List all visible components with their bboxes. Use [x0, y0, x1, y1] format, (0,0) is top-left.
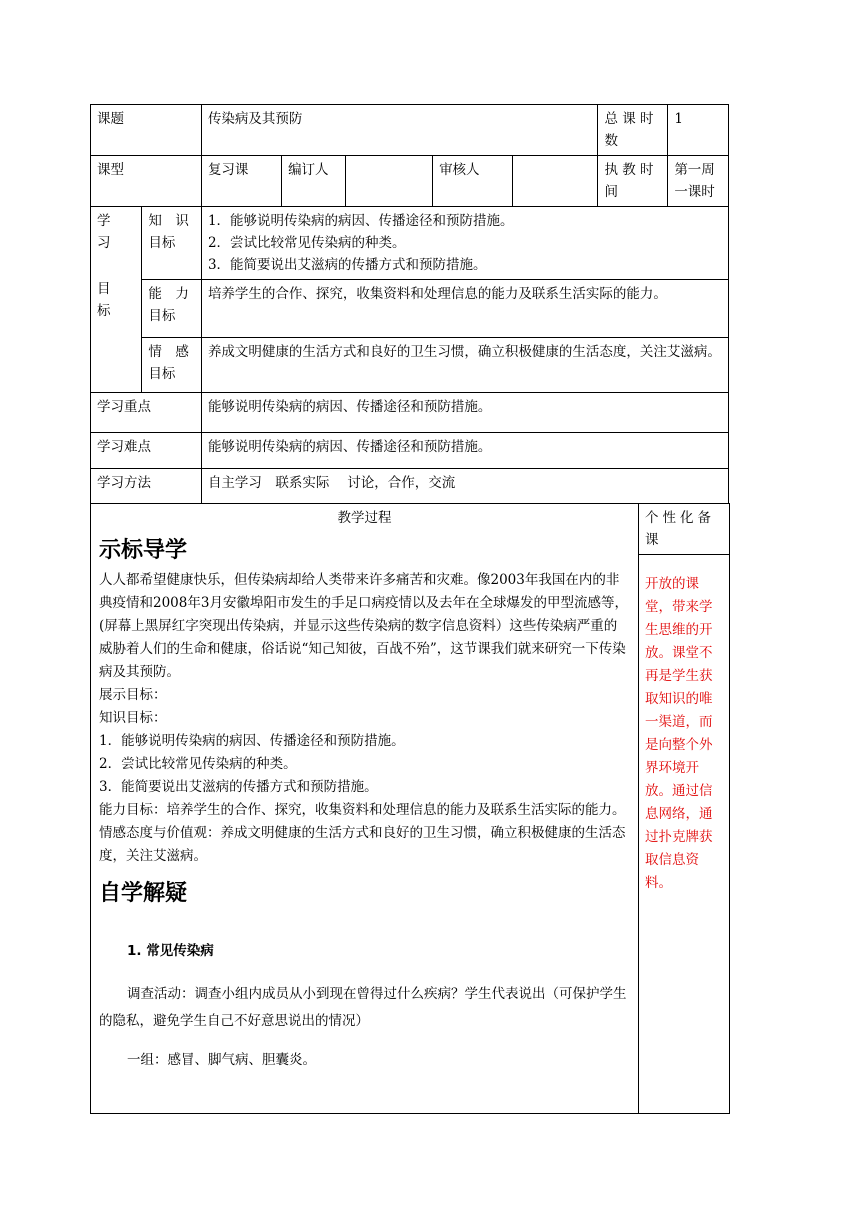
- intro-paragraph: 人人都希望健康快乐，但传染病却给人类带来许多痛苦和灾难。像2003年我国在内的非典疫情和2008年3月安徽埠阳市发生的手足口病疫情以及去年在全球爆发的甲型流感等，(屏幕上黑屏红字突现出传染病，并显示这些传染病的数字信息资料）这些传染病严重的威胁着人们的生命和健康，俗话说“知己知彼，百战不殆”，这节课我们就来研究一下传染病及其预防。: [99, 572, 628, 680]
- lesson-info-table: [90, 104, 729, 504]
- objectives-group-label-line2: 目标: [97, 281, 111, 319]
- objectives-group-label: [91, 207, 142, 393]
- teaching-process-table: [90, 503, 730, 1114]
- method-label: 学习方法: [91, 469, 202, 504]
- knowledge-item: 2．尝试比较常见传染病的种类。: [207, 235, 406, 251]
- knowledge-goals-label: 知识目标：: [99, 710, 167, 726]
- type-value: 复习课: [201, 156, 281, 207]
- focus-label: 学习重点: [91, 393, 202, 433]
- topic-value: 传染病及其预防: [201, 105, 598, 156]
- total-hours-value: 1: [668, 105, 729, 156]
- subheading-common-diseases: 1. 常见传染病: [127, 943, 214, 959]
- goal-item: 3．能简要说出艾滋病的传播方式和预防措施。: [99, 779, 378, 795]
- goal-item: 2．尝试比较常见传染病的种类。: [99, 756, 297, 772]
- focus-text: 能够说明传染病的病因、传播途径和预防措施。: [201, 393, 728, 433]
- ability-text: 培养学生的合作、探究，收集资料和处理信息的能力及联系生活实际的能力。: [201, 280, 728, 338]
- knowledge-item: 1．能够说明传染病的病因、传播途径和预防措施。: [207, 213, 514, 229]
- difficulty-label: 学习难点: [91, 433, 202, 469]
- reviewer-label: 审核人: [433, 156, 513, 207]
- goal-item: 1．能够说明传染病的病因、传播途径和预防措施。: [99, 733, 405, 749]
- section-heading-guide: 示标导学: [99, 538, 188, 563]
- knowledge-item: 3．能简要说出艾滋病的传播方式和预防措施。: [207, 257, 487, 273]
- emotion-text: 养成文明健康的生活方式和良好的卫生习惯，确立积极健康的生活态度，关注艾滋病。: [201, 338, 728, 393]
- teach-time-label: 执 教 时 间: [598, 156, 668, 207]
- emotion-goal: 情感态度与价值观：养成文明健康的生活方式和良好的卫生习惯，确立积极健康的生活态度，关注艾滋病。: [99, 825, 626, 864]
- process-title: 教学过程: [337, 510, 392, 526]
- lesson-plan-page: [90, 104, 729, 1114]
- knowledge-label: 知 识目标: [142, 207, 202, 280]
- editor-value: [345, 156, 432, 207]
- teach-time-value: 第一周一课时: [668, 156, 729, 207]
- objectives-group-label-line1: 学习: [97, 213, 111, 251]
- editor-label: 编订人: [282, 156, 346, 207]
- total-hours-label: 总 课 时 数: [598, 105, 668, 156]
- personalized-prep-heading: 个性化备课: [639, 504, 730, 555]
- activity-paragraph: 调查活动：调查小组内成员从小到现在曾得过什么疾病？学生代表说出（可保护学生的隐私，避免学生自己不好意思说出的情况）: [99, 986, 627, 1029]
- group1-answer: 一组：感冒、脚气病、胆囊炎。: [127, 1052, 316, 1068]
- topic-label: 课题: [91, 105, 202, 156]
- personalized-prep-note: 开放的课堂，带来学生思维的开放。课堂不再是学生获取知识的唯一渠道，而是向整个外界环境开放。通过信息网络，通过扑克牌获取信息资料。: [639, 555, 730, 1114]
- type-label: 课型: [91, 156, 202, 207]
- show-goals-label: 展示目标：: [99, 687, 167, 703]
- section-heading-selfstudy: 自学解疑: [99, 881, 188, 906]
- knowledge-list: [201, 207, 728, 280]
- reviewer-value: [513, 156, 598, 207]
- difficulty-text: 能够说明传染病的病因、传播途径和预防措施。: [201, 433, 728, 469]
- emotion-label: 情 感目标: [142, 338, 202, 393]
- method-text: 自主学习 联系实际 讨论，合作，交流: [201, 469, 728, 504]
- teaching-process-cell: [91, 504, 639, 1114]
- ability-label: 能 力目标: [142, 280, 202, 338]
- ability-goal: 能力目标：培养学生的合作、探究，收集资料和处理信息的能力及联系生活实际的能力。: [99, 802, 626, 818]
